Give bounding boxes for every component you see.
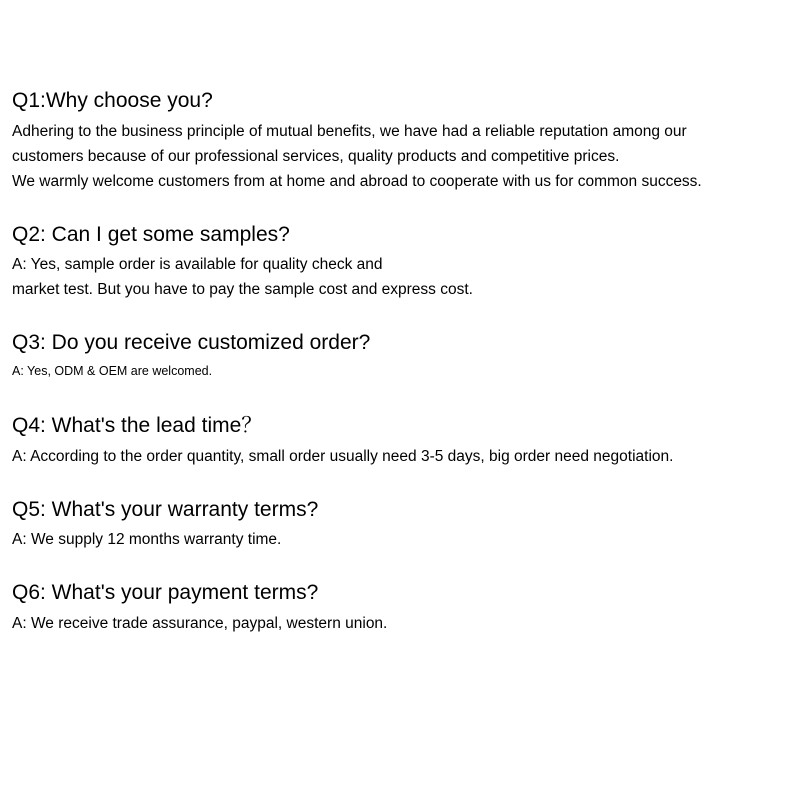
faq-question-6: Q6: What's your payment terms?: [12, 581, 319, 604]
faq-question-4: Q4: What's the lead time？: [12, 414, 263, 437]
faq-answer-2-line-1: A: Yes, sample order is available for quality check and: [12, 256, 383, 273]
faq-answer-5-line-1: A: We supply 12 months warranty time.: [12, 531, 282, 548]
faq-question-3: Q3: Do you receive customized order?: [12, 331, 371, 354]
faq-answer-6: [12, 611, 387, 636]
faq-answer-2-line-2: market test. But you have to pay the sample cost and express cost.: [12, 281, 473, 298]
faq-answer-1-line-1: Adhering to the business principle of mutual benefits, we have had a reliable reputation among our: [12, 123, 687, 140]
faq-answer-3: [12, 363, 212, 379]
faq-answer-3-line-1: A: Yes, ODM & OEM are welcomed.: [12, 364, 213, 378]
faq-answer-1: [12, 119, 702, 194]
faq-question-1: Q1:Why choose you?: [12, 89, 213, 112]
faq-answer-1-line-2: customers because of our professional services, quality products and competitive prices.: [12, 148, 620, 165]
faq-question-2: Q2: Can I get some samples?: [12, 223, 290, 246]
faq-answer-6-line-1: A: We receive trade assurance, paypal, western union.: [12, 615, 388, 632]
faq-question-5: Q5: What's your warranty terms?: [12, 498, 319, 521]
faq-answer-4-line-1: A: According to the order quantity, small order usually need 3-5 days, big order need negotiation.: [12, 448, 674, 465]
faq-answer-2: [12, 252, 473, 302]
faq-answer-5: [12, 527, 281, 552]
faq-answer-1-line-3: We warmly welcome customers from at home and abroad to cooperate with us for common success.: [12, 173, 702, 190]
faq-answer-4: [12, 444, 673, 469]
